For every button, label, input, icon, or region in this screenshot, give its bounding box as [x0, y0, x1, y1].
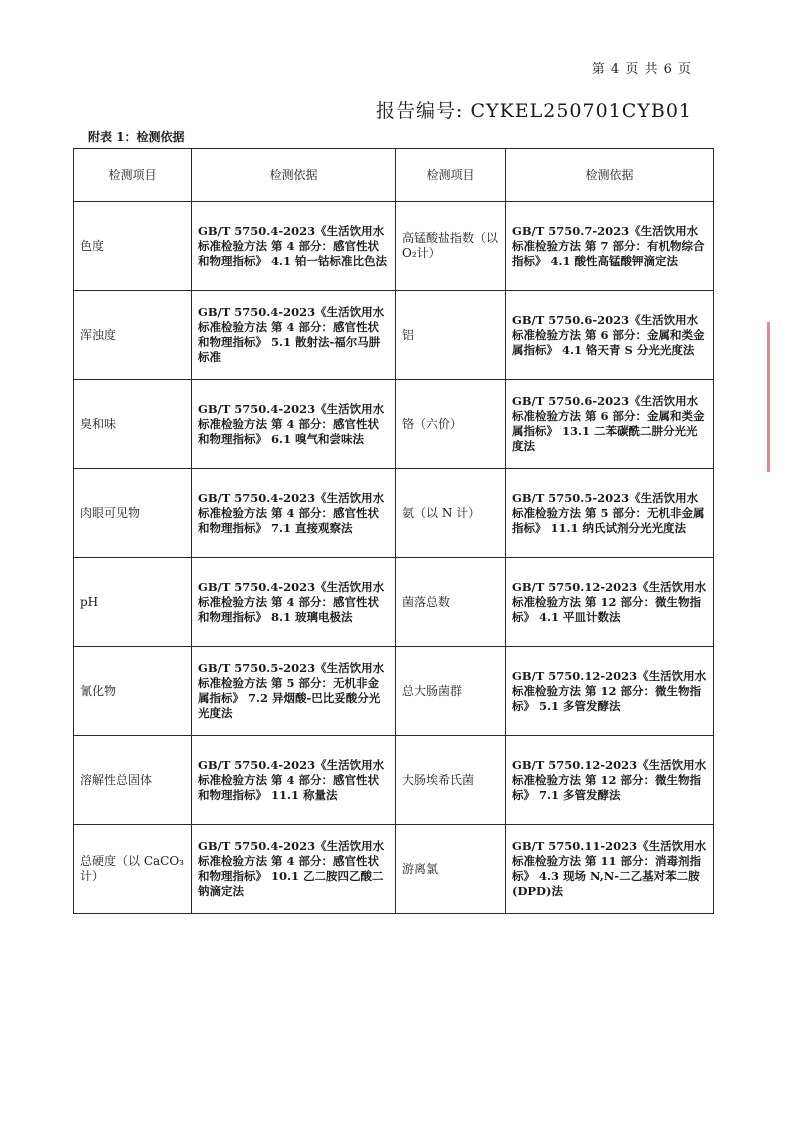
header-item-1: 检测项目: [74, 149, 192, 202]
basis-cell: GB/T 5750.5-2023《生活饮用水标准检验方法 第 5 部分：无机非金属指标》 7.2 异烟酸-巴比妥酸分光光度法: [192, 647, 396, 736]
table-header-row: [74, 149, 714, 202]
header-basis-1: 检测依据: [192, 149, 396, 202]
header-item-2: 检测项目: [396, 149, 506, 202]
basis-cell: GB/T 5750.6-2023《生活饮用水标准检验方法 第 6 部分：金属和类金属指标》 4.1 铬天青 S 分光光度法: [506, 291, 714, 380]
basis-cell: GB/T 5750.4-2023《生活饮用水标准检验方法 第 4 部分：感官性状和物理指标》 6.1 嗅气和尝味法: [192, 380, 396, 469]
table-row: [74, 291, 714, 380]
detection-basis-table: [73, 148, 714, 914]
basis-cell: GB/T 5750.11-2023《生活饮用水标准检验方法 第 11 部分：消毒剂指标》 4.3 现场 N,N-二乙基对苯二胺(DPD)法: [506, 825, 714, 914]
page-number: 第 4 页 共 6 页: [591, 62, 692, 77]
table-row: [74, 558, 714, 647]
item-cell: 肉眼可见物: [74, 469, 192, 558]
basis-cell: GB/T 5750.4-2023《生活饮用水标准检验方法 第 4 部分：感官性状和物理指标》 8.1 玻璃电极法: [192, 558, 396, 647]
basis-cell: GB/T 5750.4-2023《生活饮用水标准检验方法 第 4 部分：感官性状和物理指标》 10.1 乙二胺四乙酸二钠滴定法: [192, 825, 396, 914]
table-row: [74, 380, 714, 469]
table-row: [74, 202, 714, 291]
basis-cell: GB/T 5750.5-2023《生活饮用水标准检验方法 第 5 部分：无机非金属指标》 11.1 纳氏试剂分光光度法: [506, 469, 714, 558]
item-cell: 色度: [74, 202, 192, 291]
item-cell: 铝: [396, 291, 506, 380]
basis-cell: GB/T 5750.6-2023《生活饮用水标准检验方法 第 6 部分：金属和类金属指标》 13.1 二苯碳酰二肼分光光度法: [506, 380, 714, 469]
item-cell: 铬（六价）: [396, 380, 506, 469]
item-cell: 氨（以 N 计）: [396, 469, 506, 558]
item-cell: 总硬度（以 CaCO₃计）: [74, 825, 192, 914]
item-cell: 高锰酸盐指数（以O₂计）: [396, 202, 506, 291]
table-row: [74, 825, 714, 914]
report-number: 报告编号: CYKEL250701CYB01: [376, 100, 692, 122]
item-cell: 溶解性总固体: [74, 736, 192, 825]
item-cell: 游离氯: [396, 825, 506, 914]
basis-cell: GB/T 5750.4-2023《生活饮用水标准检验方法 第 4 部分：感官性状和物理指标》 4.1 铂一钴标准比色法: [192, 202, 396, 291]
item-cell: pH: [74, 558, 192, 647]
basis-cell: GB/T 5750.7-2023《生活饮用水标准检验方法 第 7 部分：有机物综合指标》 4.1 酸性高锰酸钾滴定法: [506, 202, 714, 291]
item-cell: 总大肠菌群: [396, 647, 506, 736]
basis-cell: GB/T 5750.4-2023《生活饮用水标准检验方法 第 4 部分：感官性状和物理指标》 11.1 称量法: [192, 736, 396, 825]
item-cell: 氰化物: [74, 647, 192, 736]
table-row: [74, 736, 714, 825]
item-cell: 菌落总数: [396, 558, 506, 647]
table-row: [74, 647, 714, 736]
basis-cell: GB/T 5750.4-2023《生活饮用水标准检验方法 第 4 部分：感官性状和物理指标》 5.1 散射法-福尔马肼标准: [192, 291, 396, 380]
basis-cell: GB/T 5750.12-2023《生活饮用水标准检验方法 第 12 部分：微生物指标》 4.1 平皿计数法: [506, 558, 714, 647]
header-basis-2: 检测依据: [506, 149, 714, 202]
basis-cell: GB/T 5750.12-2023《生活饮用水标准检验方法 第 12 部分：微生物指标》 5.1 多管发酵法: [506, 647, 714, 736]
basis-cell: GB/T 5750.12-2023《生活饮用水标准检验方法 第 12 部分：微生物指标》 7.1 多管发酵法: [506, 736, 714, 825]
table-caption: 附表 1：检测依据: [88, 130, 185, 144]
item-cell: 大肠埃希氏菌: [396, 736, 506, 825]
item-cell: 浑浊度: [74, 291, 192, 380]
table-row: [74, 469, 714, 558]
seal-stamp-fragment: [767, 322, 792, 472]
basis-cell: GB/T 5750.4-2023《生活饮用水标准检验方法 第 4 部分：感官性状和物理指标》 7.1 直接观察法: [192, 469, 396, 558]
item-cell: 臭和味: [74, 380, 192, 469]
